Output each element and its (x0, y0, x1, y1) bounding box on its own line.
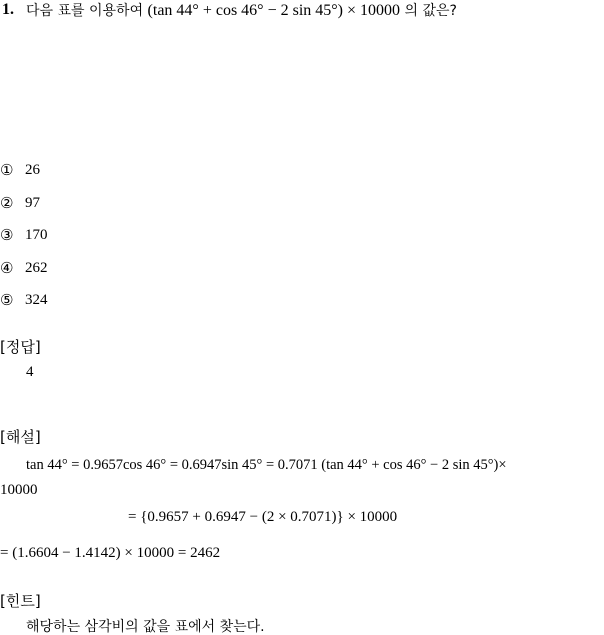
choice-4[interactable] (0, 261, 48, 276)
hint-label: [힌트] (0, 592, 41, 610)
choice-value: 170 (25, 227, 48, 243)
question-text (26, 3, 457, 19)
choice-value: 26 (25, 162, 40, 178)
answer-label: [정답] (0, 338, 41, 356)
explanation-line-2: 10000 (0, 482, 38, 498)
choice-marker: ③ (0, 226, 14, 244)
choice-value: 324 (25, 292, 48, 308)
question-text-after: 의 값은? (400, 3, 457, 19)
explanation-label: [해설] (0, 428, 41, 446)
explanation-line-3: = {0.9657 + 0.6947 − (2 × 0.7071)} × 10000 (128, 509, 398, 525)
hint-text: 해당하는 삼각비의 값을 표에서 찾는다. (26, 619, 265, 635)
choice-value: 262 (25, 260, 48, 276)
question-expression: (tan 44° + cos 46° − 2 sin 45°) × 10000 (147, 2, 401, 19)
question-number: 1. (2, 1, 14, 18)
choice-1[interactable] (0, 163, 40, 178)
choice-5[interactable] (0, 293, 48, 308)
choice-marker: ② (0, 194, 14, 212)
choice-3[interactable] (0, 228, 48, 243)
choice-marker: ⑤ (0, 291, 14, 309)
choice-2[interactable] (0, 196, 40, 211)
explanation-line-1: tan 44° = 0.9657cos 46° = 0.6947sin 45° = 0.7071 (tan 44° + cos 46° − 2 sin 45°)× (26, 457, 507, 473)
explanation-line-4: = (1.6604 − 1.4142) × 10000 = 2462 (0, 545, 221, 561)
choice-marker: ① (0, 161, 14, 179)
choice-marker: ④ (0, 259, 14, 277)
question-text-before: 다음 표를 이용하여 (26, 3, 148, 19)
answer-value: 4 (26, 364, 34, 380)
choice-value: 97 (25, 195, 40, 211)
